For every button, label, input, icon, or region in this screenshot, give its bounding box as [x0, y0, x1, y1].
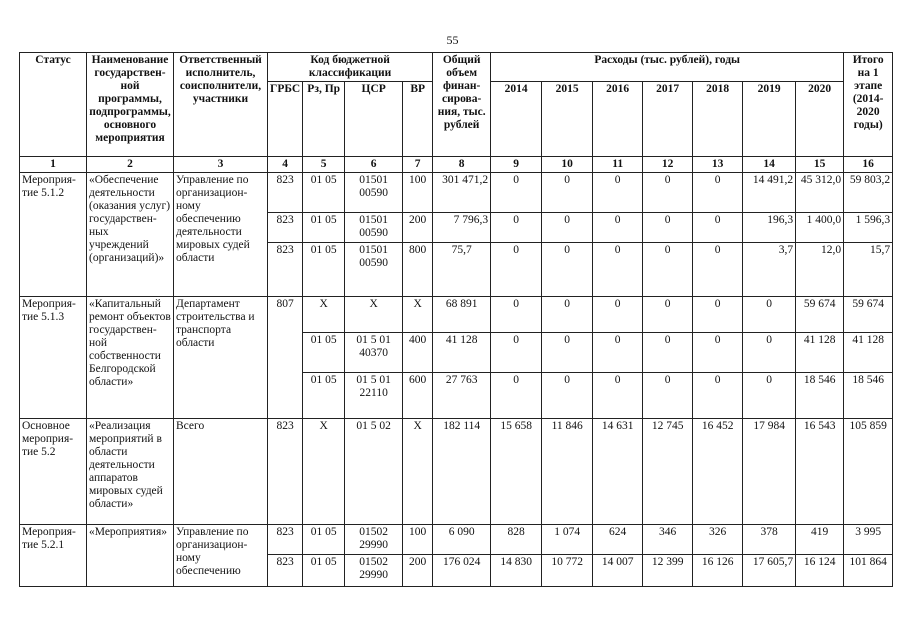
cell-2020: 12,0	[796, 243, 844, 297]
cell-total: 7 796,3	[433, 213, 491, 243]
column-number: 2	[87, 157, 174, 173]
column-number: 9	[491, 157, 542, 173]
cell-stage-total: 59 803,2	[844, 173, 893, 213]
column-number: 1	[20, 157, 87, 173]
cell-2019: 378	[743, 525, 796, 555]
header-year-2017: 2017	[643, 82, 693, 157]
table-row	[20, 419, 893, 525]
column-number: 13	[693, 157, 743, 173]
cell-vr: 100	[403, 525, 433, 555]
row-status: Мероприя-тие 5.1.3	[20, 297, 87, 419]
cell-stage-total: 101 864	[844, 555, 893, 587]
header-csr: ЦСР	[345, 82, 403, 157]
cell-2020: 18 546	[796, 373, 844, 419]
cell-csr: 01501 00590	[345, 243, 403, 297]
table-row	[20, 525, 893, 555]
cell-total: 176 024	[433, 555, 491, 587]
cell-rzpr: 01 05	[303, 373, 345, 419]
cell-2016: 0	[593, 297, 643, 333]
cell-2014: 0	[491, 333, 542, 373]
cell-2015: 0	[542, 297, 593, 333]
header-year-2014: 2014	[491, 82, 542, 157]
cell-rzpr: 01 05	[303, 173, 345, 213]
cell-total: 182 114	[433, 419, 491, 525]
column-number: 12	[643, 157, 693, 173]
column-number: 3	[174, 157, 268, 173]
row-executor: Управление по организацион-ному обеспечению	[174, 525, 268, 587]
cell-2020: 419	[796, 525, 844, 555]
cell-grbs: 823	[268, 525, 303, 555]
column-number: 7	[403, 157, 433, 173]
cell-2016: 624	[593, 525, 643, 555]
row-status: Мероприя-тие 5.1.2	[20, 173, 87, 297]
cell-2019: 0	[743, 297, 796, 333]
column-number-row	[20, 157, 893, 173]
row-executor: Департамент строительства и транспорта области	[174, 297, 268, 419]
cell-2017: 0	[643, 333, 693, 373]
cell-2016: 14 631	[593, 419, 643, 525]
cell-2015: 0	[542, 243, 593, 297]
cell-2014: 0	[491, 173, 542, 213]
cell-2015: 0	[542, 213, 593, 243]
cell-2018: 0	[693, 243, 743, 297]
cell-2019: 0	[743, 373, 796, 419]
cell-total: 301 471,2	[433, 173, 491, 213]
row-name: «Капитальный ремонт объектов государствен-ной собственности Белгородской области»	[87, 297, 174, 419]
cell-rzpr: 01 05	[303, 243, 345, 297]
cell-2018: 0	[693, 213, 743, 243]
cell-2017: 0	[643, 213, 693, 243]
cell-vr: 800	[403, 243, 433, 297]
cell-2017: 346	[643, 525, 693, 555]
cell-2015: 11 846	[542, 419, 593, 525]
cell-2020: 45 312,0	[796, 173, 844, 213]
cell-2020: 41 128	[796, 333, 844, 373]
header-grbs: ГРБС	[268, 82, 303, 157]
page-number: 55	[446, 33, 459, 47]
cell-csr: Х	[345, 297, 403, 333]
cell-2018: 0	[693, 333, 743, 373]
cell-2015: 0	[542, 333, 593, 373]
header-year-2016: 2016	[593, 82, 643, 157]
cell-2014: 0	[491, 297, 542, 333]
cell-stage-total: 15,7	[844, 243, 893, 297]
column-number: 8	[433, 157, 491, 173]
cell-2019: 17 605,7	[743, 555, 796, 587]
column-number: 6	[345, 157, 403, 173]
cell-2016: 0	[593, 333, 643, 373]
cell-total: 6 090	[433, 525, 491, 555]
cell-2018: 16 126	[693, 555, 743, 587]
cell-2014: 828	[491, 525, 542, 555]
cell-2018: 0	[693, 297, 743, 333]
cell-2015: 1 074	[542, 525, 593, 555]
cell-stage-total: 1 596,3	[844, 213, 893, 243]
header-name: Наименование государствен-ной программы, подпрограммы, основного мероприятия	[87, 53, 174, 157]
header-expenses-group: Расходы (тыс. рублей), годы	[491, 53, 844, 82]
column-number: 4	[268, 157, 303, 173]
cell-vr: 200	[403, 213, 433, 243]
cell-2014: 15 658	[491, 419, 542, 525]
table-row	[20, 173, 893, 213]
cell-grbs: 823	[268, 213, 303, 243]
cell-csr: 01501 00590	[345, 173, 403, 213]
cell-2016: 0	[593, 213, 643, 243]
row-status: Основное мероприя-тие 5.2	[20, 419, 87, 525]
cell-grbs: 823	[268, 419, 303, 525]
header-executor: Ответственный исполнитель, соисполнители, участники	[174, 53, 268, 157]
row-name: «Реализация мероприятий в области деятельности аппаратов мировых судей области»	[87, 419, 174, 525]
cell-grbs: 823	[268, 555, 303, 587]
cell-2020: 16 543	[796, 419, 844, 525]
column-number: 16	[844, 157, 893, 173]
cell-2014: 14 830	[491, 555, 542, 587]
header-stage-total: Итого на 1 этапе (2014-2020 годы)	[844, 53, 893, 157]
cell-2017: 0	[643, 297, 693, 333]
cell-grbs: 823	[268, 243, 303, 297]
cell-rzpr: 01 05	[303, 555, 345, 587]
column-number: 14	[743, 157, 796, 173]
cell-2018: 16 452	[693, 419, 743, 525]
cell-grbs: 823	[268, 173, 303, 213]
cell-grbs: 807	[268, 297, 303, 419]
cell-2020: 59 674	[796, 297, 844, 333]
cell-2017: 0	[643, 173, 693, 213]
cell-stage-total: 18 546	[844, 373, 893, 419]
row-name: «Мероприятия»	[87, 525, 174, 587]
column-number: 11	[593, 157, 643, 173]
cell-2020: 16 124	[796, 555, 844, 587]
cell-rzpr: 01 05	[303, 213, 345, 243]
cell-csr: 01502 29990	[345, 555, 403, 587]
cell-csr: 01502 29990	[345, 525, 403, 555]
cell-stage-total: 105 859	[844, 419, 893, 525]
cell-2018: 326	[693, 525, 743, 555]
cell-2016: 0	[593, 373, 643, 419]
cell-csr: 01 5 01 40370	[345, 333, 403, 373]
cell-vr: 400	[403, 333, 433, 373]
cell-2017: 0	[643, 243, 693, 297]
cell-rzpr: 01 05	[303, 525, 345, 555]
cell-stage-total: 41 128	[844, 333, 893, 373]
cell-2014: 0	[491, 243, 542, 297]
column-number: 5	[303, 157, 345, 173]
cell-2017: 12 745	[643, 419, 693, 525]
cell-rzpr: 01 05	[303, 333, 345, 373]
cell-2020: 1 400,0	[796, 213, 844, 243]
cell-2016: 14 007	[593, 555, 643, 587]
cell-stage-total: 59 674	[844, 297, 893, 333]
budget-table	[19, 52, 893, 587]
header-vr: ВР	[403, 82, 433, 157]
cell-2019: 14 491,2	[743, 173, 796, 213]
cell-2018: 0	[693, 173, 743, 213]
cell-csr: 01 5 02	[345, 419, 403, 525]
row-executor: Всего	[174, 419, 268, 525]
cell-2019: 196,3	[743, 213, 796, 243]
header-code-group: Код бюджетной классификации	[268, 53, 433, 82]
cell-2017: 0	[643, 373, 693, 419]
cell-vr: 600	[403, 373, 433, 419]
cell-2019: 17 984	[743, 419, 796, 525]
column-number: 15	[796, 157, 844, 173]
cell-rzpr: Х	[303, 297, 345, 333]
row-name: «Обеспечение деятельности (оказания услуг) государствен-ных учреждений (организаций)»	[87, 173, 174, 297]
cell-2017: 12 399	[643, 555, 693, 587]
row-executor: Управление по организацион-ному обеспечению деятельности мировых судей области	[174, 173, 268, 297]
cell-total: 68 891	[433, 297, 491, 333]
cell-stage-total: 3 995	[844, 525, 893, 555]
header-year-2018: 2018	[693, 82, 743, 157]
cell-2015: 10 772	[542, 555, 593, 587]
cell-2016: 0	[593, 243, 643, 297]
column-number: 10	[542, 157, 593, 173]
cell-csr: 01 5 01 22110	[345, 373, 403, 419]
cell-total: 41 128	[433, 333, 491, 373]
cell-2014: 0	[491, 213, 542, 243]
header-year-2019: 2019	[743, 82, 796, 157]
header-total: Общий объем финан-сирова-ния, тыс. рублей	[433, 53, 491, 157]
cell-vr: 100	[403, 173, 433, 213]
cell-2016: 0	[593, 173, 643, 213]
cell-total: 27 763	[433, 373, 491, 419]
row-status: Мероприя-тие 5.2.1	[20, 525, 87, 587]
cell-vr: Х	[403, 419, 433, 525]
cell-2015: 0	[542, 373, 593, 419]
cell-2015: 0	[542, 173, 593, 213]
cell-total: 75,7	[433, 243, 491, 297]
header-status: Статус	[20, 53, 87, 157]
cell-2019: 0	[743, 333, 796, 373]
cell-csr: 01501 00590	[345, 213, 403, 243]
header-rzpr: Рз, Пр	[303, 82, 345, 157]
header-year-2015: 2015	[542, 82, 593, 157]
cell-2019: 3,7	[743, 243, 796, 297]
table-row	[20, 297, 893, 333]
cell-vr: Х	[403, 297, 433, 333]
cell-2018: 0	[693, 373, 743, 419]
header-year-2020: 2020	[796, 82, 844, 157]
cell-2014: 0	[491, 373, 542, 419]
cell-vr: 200	[403, 555, 433, 587]
cell-rzpr: Х	[303, 419, 345, 525]
